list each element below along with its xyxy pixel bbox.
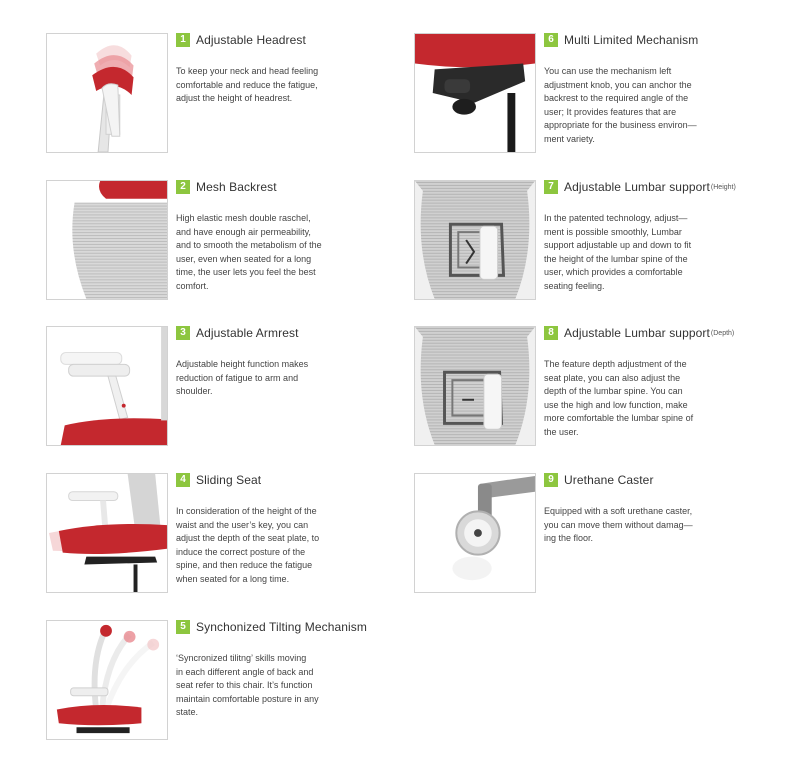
feature-description: To keep your neck and head feeling comfortable and reduce the fatigue, adjust the height of headrest. [176, 66, 319, 103]
armrest-image [46, 326, 168, 446]
feature-title-qualifier: (Depth) [710, 329, 735, 337]
lumbar-height-image [414, 180, 536, 300]
feature-title: Adjustable Lumbar support [564, 326, 710, 340]
feature-description: In the patented technology, adjust— ment is possible smoothly, Lumbar support adjustable up and down to fit the height of the lumbar spine of the user, which provides a comfortable seating feeling. [544, 213, 692, 291]
feature-number: 8 [544, 326, 558, 340]
feature-title: Adjustable Lumbar support [564, 180, 710, 194]
feature-title-qualifier: (Height) [710, 183, 736, 191]
headrest-image [46, 33, 168, 153]
feature-description: High elastic mesh double raschel, and have enough air permeability, and to smooth the metabolism of the user, even when seated for a long time, the user lets you feel the best comfort. [176, 213, 322, 291]
feature-number: 7 [544, 180, 558, 194]
feature-title: Sliding Seat [196, 473, 262, 487]
feature-title: Synchonized Tilting Mechanism [196, 620, 367, 634]
feature-number: 6 [544, 33, 558, 47]
mesh-backrest-image [46, 180, 168, 300]
feature-description: Equipped with a soft urethane caster, you can move them without damag— ing the floor. [544, 506, 693, 543]
feature-heading [544, 473, 654, 487]
feature-description: ‘Syncronized tilitng’ skills moving in each different angle of back and seat refer to this chair. It’s function maintain comfortable posture in any state. [176, 653, 319, 717]
feature-number: 4 [176, 473, 190, 487]
feature-description: The feature depth adjustment of the seat plate, you can also adjust the depth of the lumbar spine. You can use the high and low function, make more comfortable the lumbar spine of the user. [544, 359, 694, 437]
feature-description: You can use the mechanism left adjustment knob, you can anchor the backrest to the required angle of the user; It provides features that are appropriate for the business environ— ment variety. [544, 66, 697, 144]
feature-title: Mesh Backrest [196, 180, 277, 194]
sliding-seat-image [46, 473, 168, 593]
lumbar-depth-image [414, 326, 536, 446]
feature-heading [176, 326, 299, 340]
tilting-mechanism-image [46, 620, 168, 740]
feature-description: Adjustable height function makes reduction of fatigue to arm and shoulder. [176, 359, 309, 396]
feature-description: In consideration of the height of the waist and the user’s key, you can adjust the depth of the seat plate, to induce the correct posture of the spine, and then reduce the fatigue when seated for a long time. [176, 506, 320, 584]
feature-title: Urethane Caster [564, 473, 654, 487]
feature-title: Adjustable Headrest [196, 33, 306, 47]
feature-number: 1 [176, 33, 190, 47]
feature-number: 5 [176, 620, 190, 634]
caster-image [414, 473, 536, 593]
feature-title: Multi Limited Mechanism [564, 33, 699, 47]
feature-number: 3 [176, 326, 190, 340]
feature-number: 2 [176, 180, 190, 194]
feature-heading [544, 180, 736, 194]
feature-heading [176, 180, 277, 194]
feature-heading [176, 620, 367, 634]
feature-heading [544, 33, 698, 47]
feature-heading [176, 473, 261, 487]
feature-title: Adjustable Armrest [196, 326, 299, 340]
feature-heading [544, 326, 734, 340]
feature-heading [176, 33, 306, 47]
feature-number: 9 [544, 473, 558, 487]
mechanism-image [414, 33, 536, 153]
